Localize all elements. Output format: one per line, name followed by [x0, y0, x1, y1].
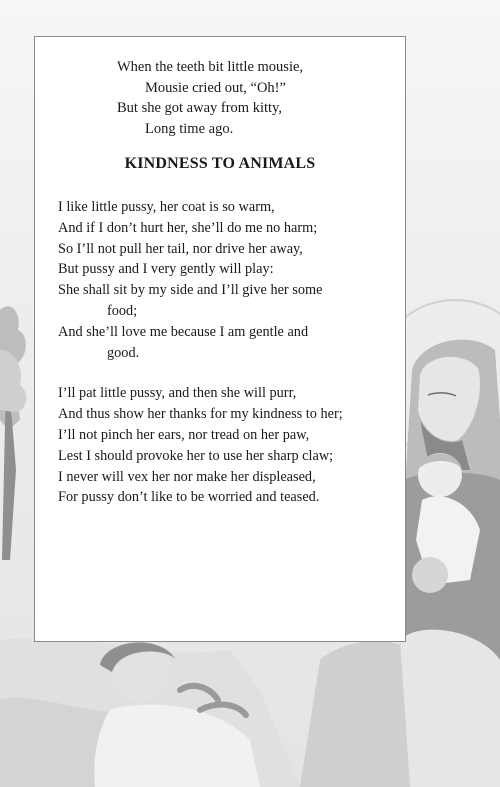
poem-line: I’ll not pinch her ears, nor tread on her paw,: [58, 426, 310, 443]
poem-line: And thus show her thanks for my kindness to her;: [58, 406, 343, 423]
poem-line: food;: [107, 302, 138, 319]
poem-line: She shall sit by my side and I’ll give her some: [58, 282, 323, 299]
intro-line: But she got away from kitty,: [117, 100, 282, 116]
poem-line: And if I don’t hurt her, she’ll do me no harm;: [58, 219, 318, 236]
poem-line: I never will vex her nor make her displeased,: [58, 468, 316, 485]
intro-stanza: [35, 57, 405, 139]
poem-line: So I’ll not pull her tail, nor drive her away,: [58, 240, 303, 257]
text-panel: [34, 36, 406, 642]
poem-line: good.: [107, 344, 140, 361]
poem-title: KINDNESS TO ANIMALS: [124, 155, 316, 172]
intro-line: When the teeth bit little mousie,: [117, 59, 304, 75]
poem-body: [58, 197, 403, 508]
poem-line: I like little pussy, her coat is so warm,: [58, 199, 275, 215]
poem-line: For pussy don’t like to be worried and teased.: [58, 489, 320, 506]
tree-illustration: [0, 306, 26, 560]
poem-line: But pussy and I very gently will play:: [58, 261, 274, 278]
woman-illustration: [300, 630, 500, 787]
poem-line: And she’ll love me because I am gentle and: [58, 323, 309, 340]
poem-line: I’ll pat little pussy, and then she will purr,: [58, 385, 297, 402]
intro-line: Long time ago.: [145, 120, 234, 137]
poem-line: Lest I should provoke her to use her sharp claw;: [58, 447, 334, 464]
intro-line: Mousie cried out, “Oh!”: [145, 79, 286, 96]
stanza-gap: [58, 363, 403, 383]
